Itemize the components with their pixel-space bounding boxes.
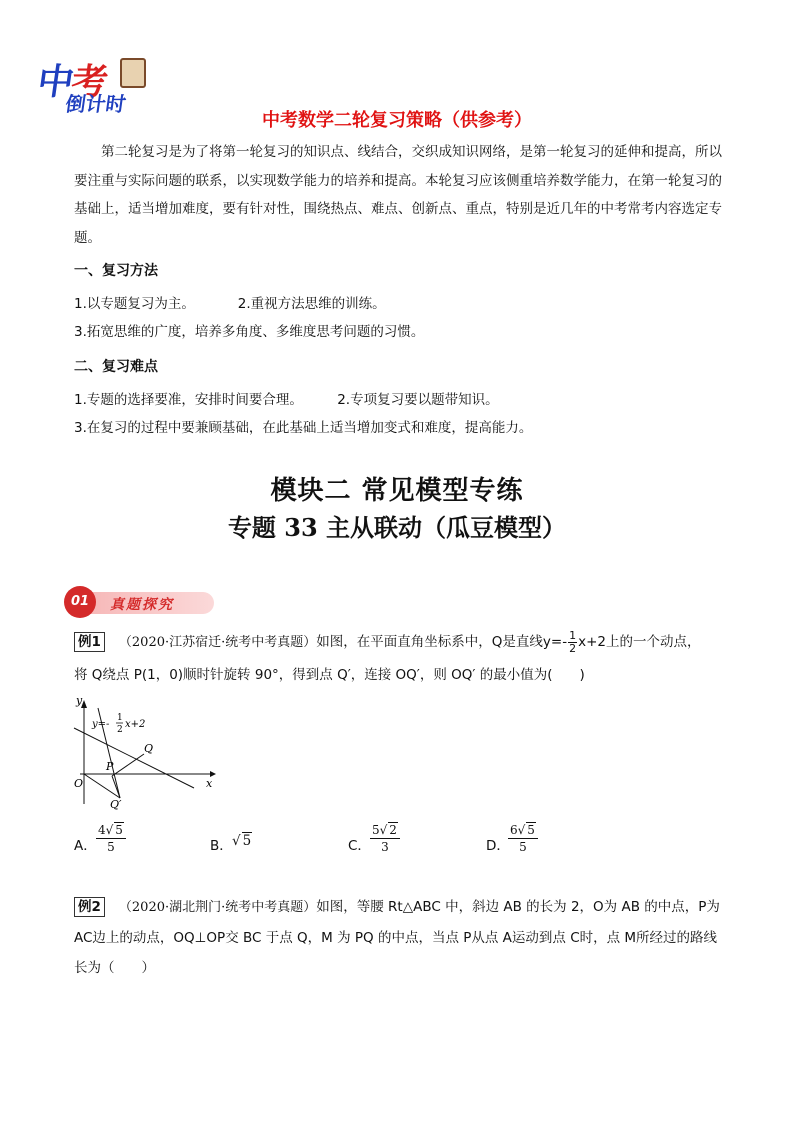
module-title: 模块二 常见模型专练 (270, 476, 524, 506)
example-1-choices (74, 822, 634, 862)
point-Q-label: Q (144, 742, 154, 755)
equation-frac-den: 2 (117, 725, 123, 735)
example-1-line-1 (74, 626, 724, 659)
difficulties-line-1: 1.专题的选择要准，安排时间要合理。 2.专项复习要以题带知识。 (74, 392, 499, 408)
choice-a-letter: A． (74, 838, 97, 854)
equation-frac-num: 1 (117, 713, 123, 723)
example-2-source: （2020·湖北荆门·统考中考真题） (118, 900, 317, 915)
example-1-source: （2020·江苏宿迁·统考中考真题） (118, 635, 317, 650)
point-P-label: P (106, 760, 114, 773)
strategy-title: 中考数学二轮复习策略（供参考） (262, 110, 532, 131)
choice-c-letter: C． (348, 838, 371, 854)
example-1-figure (70, 690, 220, 810)
example-2-text: 如图，等腰 Rt△ABC 中，斜边 AB 的长为 2，O为 AB 的中点，P为 AC边上的动点，OQ⊥OP交 BC 于点 Q，M 为 PQ 的中点，当点 P从点 A运动到点 C时，点 M所经过的路线长为（ ） (74, 899, 720, 976)
equation-label-b: x+2 (125, 719, 146, 730)
example-1-line-2: 将 Q绕点 P(1，0)顺时针旋转 90°，得到点 Q′，连接 OQ′，则 OQ′ 的最小值为( ) (74, 667, 585, 683)
banner-number: 01 (64, 586, 96, 618)
choice-a-value: $\frac{4√ 5}{5}$ (96, 822, 126, 855)
choice-d-value: $\frac{6√ 5}{5}$ (508, 822, 538, 855)
section-heading-difficulties: 二、复习难点 (74, 359, 158, 375)
choice-b-letter: B． (210, 838, 233, 854)
origin-label: O (74, 777, 84, 790)
methods-line-1: 1.以专题复习为主。 2.重视方法思维的训练。 (74, 296, 386, 312)
choice-d-letter: D． (486, 838, 510, 854)
topic-title: 专题 33 主从联动（瓜豆模型） (227, 513, 567, 542)
section-banner (64, 586, 216, 618)
example-2-label: 例2 (74, 897, 105, 917)
difficulties-line-2: 3.在复习的过程中要兼顾基础，在此基础上适当增加变式和难度，提高能力。 (74, 420, 533, 436)
choice-b-value: √ 5 (232, 833, 252, 849)
example-1-text-b: x+2上的一个动点， (578, 634, 701, 650)
x-axis-label: x (206, 777, 213, 790)
segment-PQ (112, 754, 144, 776)
methods-line-2: 3.拓宽思维的广度，培养多角度、多维度思考问题的习惯。 (74, 324, 425, 340)
logo-subtitle: 倒计时 (64, 92, 128, 116)
example-2 (74, 892, 724, 983)
banner-label: 真题探究 (110, 597, 174, 613)
choice-c-value: $\frac{5√ 2}{3}$ (370, 822, 400, 855)
logo-title: 中考 (34, 62, 109, 103)
y-axis-label: y (76, 694, 83, 707)
section-heading-methods: 一、复习方法 (74, 263, 158, 279)
equation-label-a: y=- (92, 719, 110, 730)
intro-paragraph: 第二轮复习是为了将第一轮复习的知识点、线结合，交织成知识网络，是第一轮复习的延伸和提高，所以要注重与实际问题的联系，以实现数学能力的培养和提高。本轮复习应该侧重培养数学能力，在第一轮复习的基础上，适当增加难度，要有针对性，围绕热点、难点、创新点、重点，特别是近几年的中考常考内容选定专题。 (74, 144, 722, 246)
example-1 (74, 626, 724, 691)
example-1-label: 例1 (74, 632, 105, 652)
book-icon (120, 58, 146, 88)
example-1-text-a: 如图，在平面直角坐标系中，Q是直线y=- (316, 634, 568, 650)
point-Qprime-label: Q′ (110, 798, 122, 810)
slope-fraction: $\frac{1}{2}$ (569, 628, 577, 655)
